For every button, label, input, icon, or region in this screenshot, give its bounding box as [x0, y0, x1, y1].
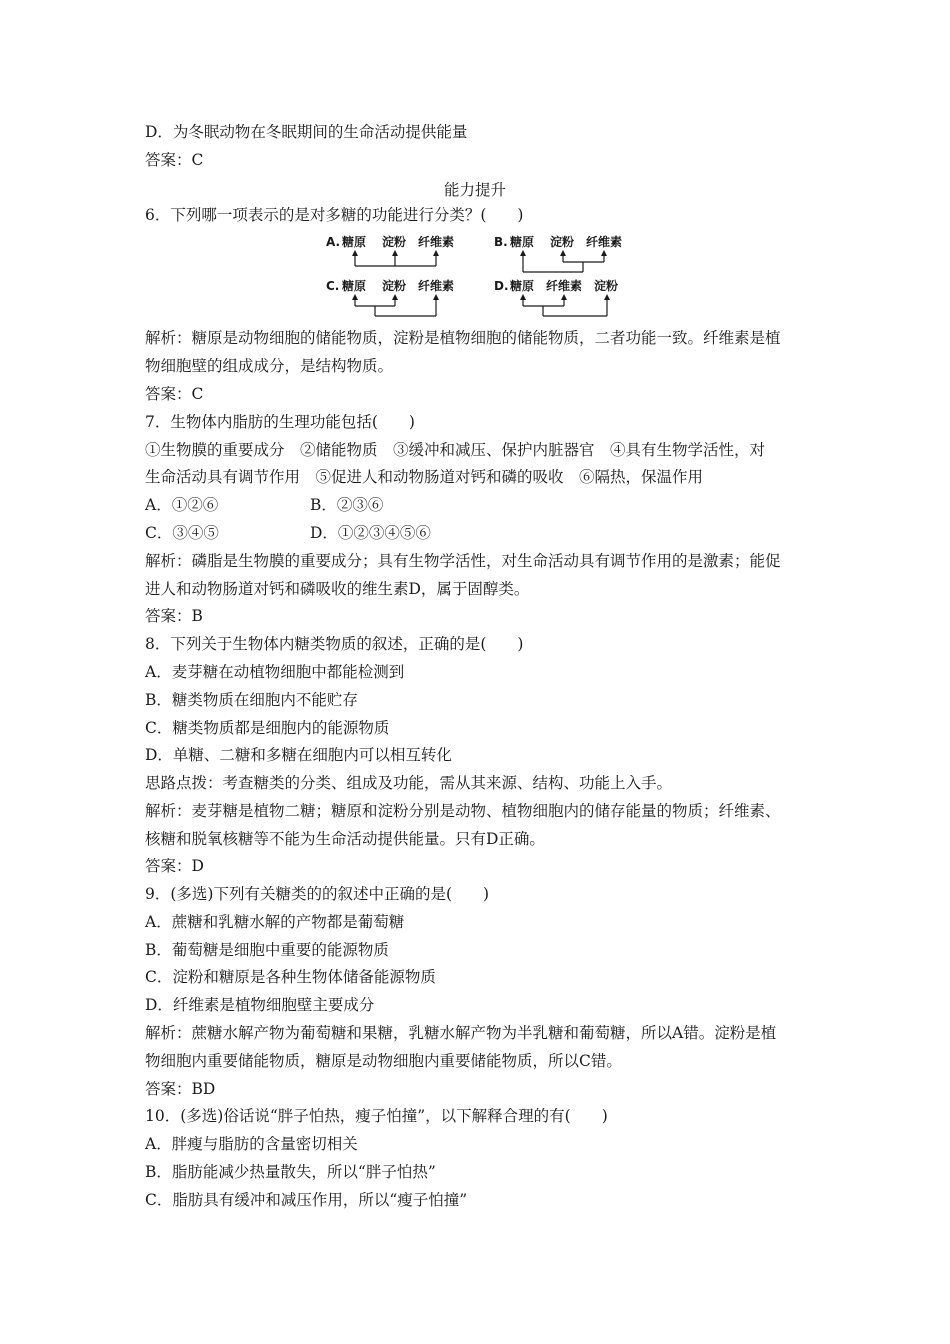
q10-option-c: C．脂肪具有缓冲和减压作用，所以“瘦子怕撞”: [145, 1191, 468, 1209]
q8-analysis-line-2: 核糖和脱氧核糖等不能为生命活动提供能量。只有D正确。: [145, 830, 545, 848]
q7-analysis-line-2: 进人和动物肠道对钙和磷吸收的维生素D，属于固醇类。: [145, 580, 530, 598]
diagram-d-item-3: 淀粉: [594, 279, 619, 293]
diagram-b-label: B.: [494, 235, 508, 249]
diagram-a-label: A.: [326, 235, 341, 249]
q7-option-c: C．③④⑤: [145, 524, 219, 542]
q7-items-line-1: ①生物膜的重要成分 ②储能物质 ③缓冲和减压、保护内脏器官 ④具有生物学活性，对: [145, 441, 766, 459]
diagram-c-label: C.: [326, 279, 340, 293]
diagram-d-label: D.: [494, 279, 509, 293]
q10-stem: 10．(多选)俗话说“胖子怕热，瘦子怕撞”，以下解释合理的有( ): [145, 1107, 608, 1125]
q8-hint: 思路点拨：考查糖类的分类、组成及功能，需从其来源、结构、功能上入手。: [145, 774, 673, 792]
diagram-c-item-3: 纤维素: [418, 279, 455, 293]
diagram-option-c: [326, 278, 454, 316]
q8-stem: 8．下列关于生物体内糖类物质的叙述，正确的是( ): [145, 635, 524, 653]
q9-stem: 9．(多选)下列有关糖类的的叙述中正确的是( ): [145, 885, 490, 903]
q7-analysis-line-1: 解析：磷脂是生物膜的重要成分；具有生物学活性，对生命活动具有调节作用的是激素；能促: [145, 552, 781, 570]
diagram-b-item-3: 纤维素: [586, 235, 623, 249]
diagram-d-item-2: 纤维素: [546, 279, 583, 293]
diagram-a-item-1: 糖原: [342, 235, 367, 249]
diagram-a-item-2: 淀粉: [382, 235, 407, 249]
q7-stem: 7．生物体内脂肪的生理功能包括( ): [145, 413, 415, 431]
q7-option-d: D．①②③④⑤⑥: [310, 524, 431, 542]
q8-analysis-line-1: 解析：麦芽糖是植物二糖；糖原和淀粉分别是动物、植物细胞内的储存能量的物质；纤维素、: [145, 802, 781, 820]
q6-stem: 6．下列哪一项表示的是对多糖的功能进行分类？( ): [145, 206, 524, 224]
q8-option-d: D．单糖、二糖和多糖在细胞内可以相互转化: [145, 746, 452, 764]
diagram-option-d: [494, 278, 618, 316]
q7-options-row-1: [145, 495, 810, 515]
q9-option-a: A．蔗糖和乳糖水解的产物都是葡萄糖: [145, 913, 405, 931]
diagram-c-item-2: 淀粉: [382, 279, 407, 293]
q8-answer: 答案：D: [145, 857, 204, 875]
diagram-option-a: [326, 234, 454, 266]
q7-answer: 答案：B: [145, 607, 203, 625]
diagram-d-item-1: 糖原: [510, 279, 535, 293]
q5-answer: 答案：C: [145, 151, 204, 169]
q9-option-c: C．淀粉和糖原是各种生物体储备能源物质: [145, 968, 436, 986]
diagram-option-b: [494, 234, 622, 272]
diagram-c-item-1: 糖原: [342, 279, 367, 293]
q9-option-d: D．纤维素是植物细胞壁主要成分: [145, 996, 375, 1014]
q7-option-a: A．①②⑥: [145, 496, 219, 514]
q8-option-a: A．麦芽糖在动植物细胞中都能检测到: [145, 663, 405, 681]
q9-analysis-line-2: 物细胞内重要储能物质，糖原是动物细胞内重要储能物质，所以C错。: [145, 1052, 622, 1070]
q9-option-b: B．葡萄糖是细胞中重要的能源物质: [145, 941, 389, 959]
q10-option-a: A．胖瘦与脂肪的含量密切相关: [145, 1135, 358, 1153]
polysaccharide-classification-diagram: [326, 232, 626, 322]
q9-answer: 答案：BD: [145, 1080, 216, 1098]
diagram-b-item-1: 糖原: [510, 235, 535, 249]
q6-answer: 答案：C: [145, 385, 204, 403]
q10-option-b: B．脂肪能减少热量散失，所以“胖子怕热”: [145, 1163, 436, 1181]
section-heading: 能力提升: [443, 181, 506, 199]
diagram-b-item-2: 淀粉: [550, 235, 575, 249]
q6-analysis-line-1: 解析：糖原是动物细胞的储能物质，淀粉是植物细胞的储能物质，二者功能一致。纤维素是植: [145, 329, 781, 347]
q7-options-row-2: [145, 523, 810, 543]
q6-analysis-line-2: 物细胞壁的组成成分，是结构物质。: [145, 357, 394, 375]
q8-option-b: B．糖类物质在细胞内不能贮存: [145, 691, 358, 709]
q7-items-line-2: 生命活动具有调节作用 ⑤促进人和动物肠道对钙和磷的吸收 ⑥隔热，保温作用: [145, 468, 704, 486]
q7-option-b: B．②③⑥: [310, 496, 384, 514]
q5-option-d: D．为冬眠动物在冬眠期间的生命活动提供能量: [145, 123, 468, 141]
q8-option-c: C．糖类物质都是细胞内的能源物质: [145, 719, 390, 737]
q9-analysis-line-1: 解析：蔗糖水解产物为葡萄糖和果糖，乳糖水解产物为半乳糖和葡萄糖，所以A错。淀粉是植: [145, 1024, 777, 1042]
diagram-a-item-3: 纤维素: [418, 235, 455, 249]
